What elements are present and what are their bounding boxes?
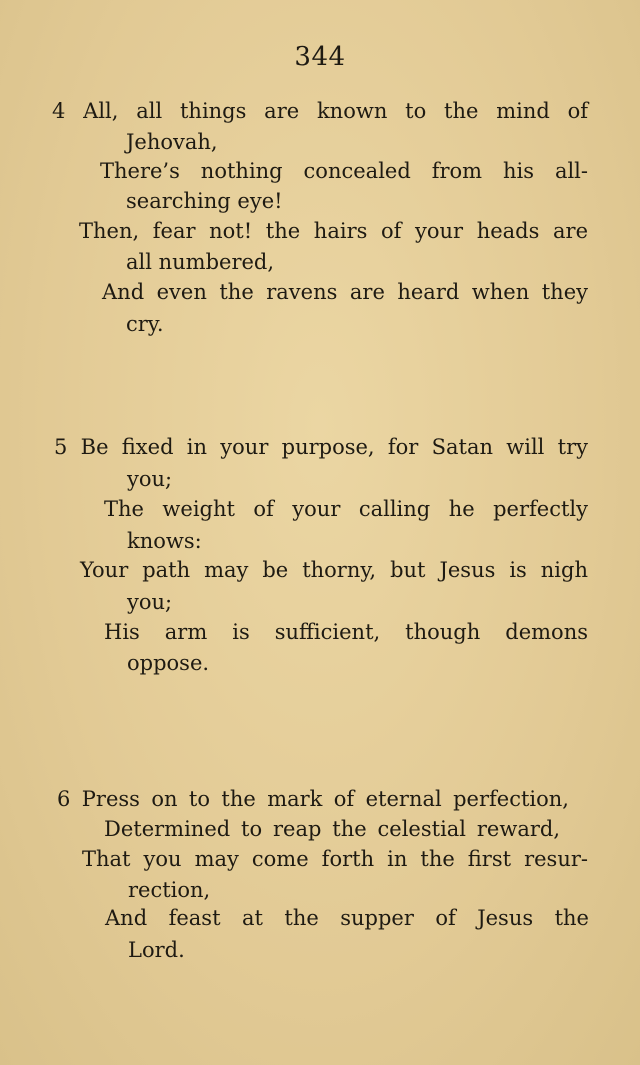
stanza-line: The weight of your calling he perfectly	[104, 497, 588, 521]
verse-number: 5	[54, 435, 68, 459]
verse-number: 4	[52, 99, 66, 123]
stanza-line: There’s nothing concealed from his all-	[100, 159, 588, 183]
stanza-line: That you may come forth in the first resur-	[82, 847, 588, 871]
stanza-line: searching eye!	[126, 189, 283, 213]
stanza-line: Then, fear not! the hairs of your heads are	[79, 219, 588, 243]
stanza-line: you;	[127, 467, 173, 491]
stanza-line: knows:	[127, 529, 202, 553]
stanza-line	[54, 432, 588, 462]
stanza-line: Determined to reap the celestial reward,	[104, 817, 560, 841]
stanza-line: oppose.	[127, 651, 210, 675]
stanza-line	[57, 784, 569, 814]
verse-number: 6	[57, 787, 71, 811]
stanza-line: And feast at the supper of Jesus the	[105, 906, 589, 930]
stanza-line: Your path may be thorny, but Jesus is nigh	[80, 558, 588, 582]
stanza-line: all numbered,	[126, 250, 275, 274]
stanza-line: Jehovah,	[126, 130, 218, 154]
line-text: Be fixed in your purpose, for Satan will try	[80, 435, 588, 459]
line-text: All, all things are known to the mind of	[83, 99, 588, 123]
stanza-line: you;	[127, 590, 173, 614]
page-number: 344	[294, 42, 346, 72]
stanza-line: cry.	[126, 312, 164, 336]
stanza-line	[52, 96, 588, 126]
stanza-line: Lord.	[128, 938, 185, 962]
stanza-line: rection,	[128, 878, 211, 902]
stanza-line: His arm is sufficient, though demons	[104, 620, 588, 644]
line-text: Press on to the mark of eternal perfection,	[81, 787, 569, 811]
stanza-line: And even the ravens are heard when they	[102, 280, 588, 304]
